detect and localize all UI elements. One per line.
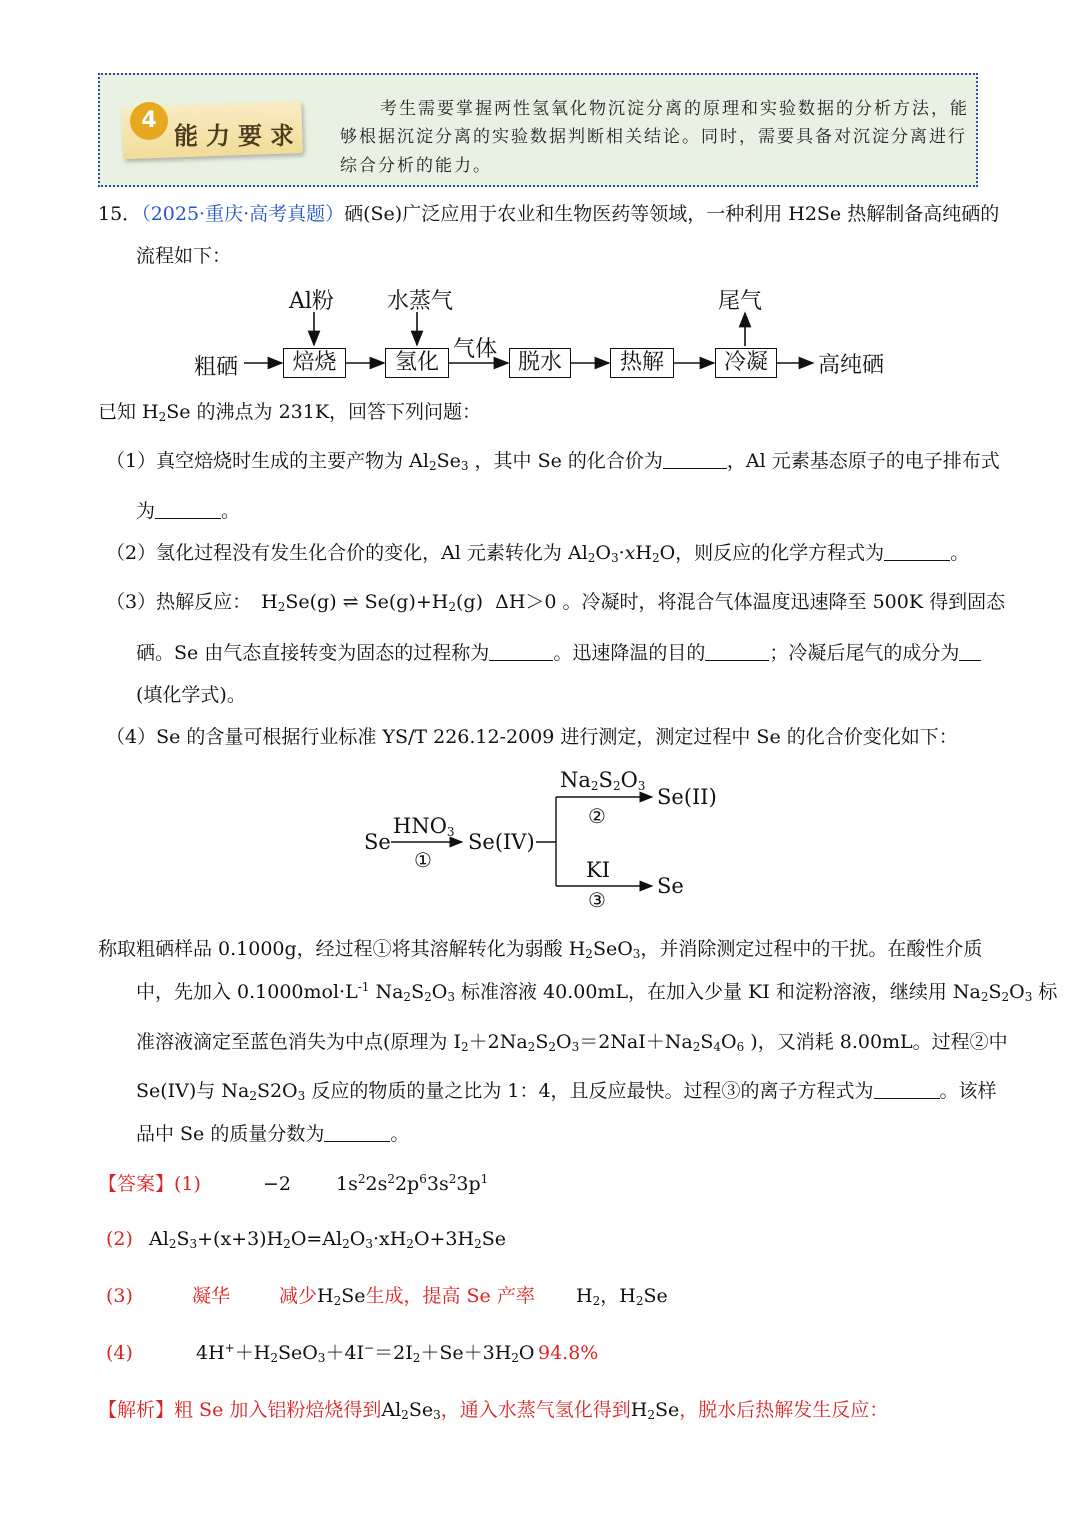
answer-blank[interactable] — [959, 642, 981, 661]
part4-text-1: 称取粗硒样品 0.1000g，经过程①将其溶解转化为弱酸 $H_2SeO_3$，并消除测定过程中的干扰。在酸性介质 — [98, 938, 983, 961]
answer-1-config: $1s^22s^22p^63s^23p^1$ — [336, 1172, 489, 1195]
scheme-step-3: ③ — [588, 888, 606, 912]
ability-title: 能力要求 — [174, 122, 302, 150]
answer-label: 【答案】 — [98, 1173, 175, 1195]
answer-2: (2) $Al_2S_3+(x+3)H_2O=Al_2O_3\cdot xH_2O+3H_2Se$ — [106, 1228, 506, 1251]
scheme-ki: KI — [586, 858, 610, 882]
ability-text-line: 够根据沉淀分离的实验数据判断相关结论。同时，需要具备对沉淀分离进行 — [340, 127, 967, 147]
scheme-step-2: ② — [588, 804, 606, 828]
part3-line-3: (填化学式)。 — [136, 684, 246, 706]
part1-line: （1）真空焙烧时生成的主要产物为 $Al_2Se_3$ ，其中 Se 的化合价为 ，Al 元素基态原子的电子排布式 — [106, 450, 1000, 473]
flow-added-steam: 水蒸气 — [387, 289, 454, 314]
part1-line-2: 为 。 — [136, 500, 241, 522]
question-stem: 硒(Se)广泛应用于农业和生物医药等领域，一种利用 H2Se 热解制备高纯硒的 — [344, 203, 1000, 225]
part3-line-2: 硒。Se 由气态直接转变为固态的过程称为 。迅速降温的目的 ；冷凝后尾气的成分为 — [136, 640, 981, 666]
answer-1-valence: −2 — [263, 1173, 292, 1195]
scheme-se-ii: Se(II) — [657, 785, 717, 809]
answer-blank[interactable] — [874, 1080, 940, 1099]
flow-gas-label: 气体 — [453, 337, 498, 362]
part3-line: （3）热解反应： $H_2Se(g)$ ⇌ $Se(g)+H_2(g)$ ΔH＞0 。冷凝时，将混合气体温度迅速降至 500K 得到固态 — [106, 591, 1006, 614]
answer-blank[interactable] — [663, 450, 727, 469]
flow-added-al: Al粉 — [289, 289, 334, 314]
answer-3-v1: 凝华 — [192, 1285, 231, 1307]
part4-text-2: 中，先加入 $0.1000mol\cdot L^{-1}$ $Na_2S_2O_3$ 标准溶液 40.00mL，在加入少量 KI 和淀粉溶液，继续用 $Na_2S_2O_3$ 标 — [136, 980, 1058, 1004]
part4-line: （4）Se 的含量可根据行业标准 YS/T 226.12-2009 进行测定，测定过程中 Se 的化合价变化如下： — [106, 726, 958, 748]
ability-text-line: 综合分析的能力。 — [340, 156, 492, 176]
pyrolysis-equation: $H_2Se(g)$ ⇌ $Se(g)+H_2(g)$ ΔH＞0 — [261, 591, 557, 614]
answer-2-equation: $Al_2S_3+(x+3)H_2O=Al_2O_3\cdot xH_2O+3H_2Se$ — [149, 1228, 506, 1251]
ability-text-line: 考生需要掌握两性氢氧化物沉淀分离的原理和实验数据的分析方法，能 — [380, 99, 969, 119]
flow-exhaust: 尾气 — [718, 289, 763, 314]
answer-blank[interactable] — [884, 542, 950, 561]
question-source: （2025·重庆·高考真题） — [141, 203, 345, 225]
scheme-se-iv: Se(IV) — [468, 830, 535, 854]
answer-3-v2: 减少$H_2Se$生成，提高 Se 产率 — [279, 1285, 535, 1308]
known-line: 已知 $H_2Se$ 的沸点为 231K，回答下列问题： — [98, 401, 482, 424]
flow-output: 高纯硒 — [818, 353, 885, 378]
formula-al2se3: $Al_2Se_3$ — [409, 450, 469, 473]
flow-input: 粗硒 — [194, 355, 239, 380]
answer-blank[interactable] — [324, 1123, 390, 1142]
answer-blank[interactable] — [489, 642, 553, 661]
answer-3: (3) 凝华 减少$H_2Se$生成，提高 Se 产率 $H_2$，$H_2Se$ — [106, 1285, 668, 1308]
flow-step-roast: 焙烧 — [283, 348, 346, 378]
question-stem-2: 流程如下： — [136, 245, 232, 267]
answer-3-v3: $H_2$，$H_2Se$ — [576, 1285, 668, 1308]
flow-step-pyrolysis: 热解 — [610, 348, 674, 378]
analysis-line: 【解析】粗 Se 加入铝粉焙烧得到$Al_2Se_3$，通入水蒸气氢化得到$H_2Se$，脱水后热解发生反应： — [98, 1399, 889, 1422]
answer-blank[interactable] — [155, 500, 221, 519]
answer-4-percent: 94.8% — [538, 1342, 599, 1364]
scheme-se-0: Se — [657, 874, 684, 898]
answer-1: 【答案】(1) −2 $1s^22s^22p^63s^23p^1$ — [98, 1172, 489, 1195]
ability-number-badge: 4 — [130, 102, 168, 140]
flow-step-condense: 冷凝 — [715, 348, 777, 378]
part2-line: （2）氢化过程没有发生化合价的变化，Al 元素转化为 $Al_2O_3\cdot xH_2O$，则反应的化学方程式为 。 — [106, 542, 970, 565]
answer-4-equation: $4H^++H_2SeO_3+4I^-=2I_2+Se+3H_2O$ — [196, 1341, 535, 1365]
scheme-step-1: ① — [414, 848, 432, 872]
question-number: 15． — [98, 203, 142, 225]
iodine-equation: $I_2+2Na_2S_2O_3=2NaI+Na_2S_4O_6$ — [453, 1031, 745, 1054]
answer-4: (4) $4H^++H_2SeO_3+4I^-=2I_2+Se+3H_2O$ 94.8% — [106, 1341, 599, 1365]
part4-text-5: 品中 Se 的质量分数为 。 — [136, 1123, 410, 1145]
scheme-na2s2o3: $Na_2S_2O_3$ — [560, 768, 646, 793]
flow-step-dehydration: 脱水 — [509, 348, 571, 378]
part4-text-4: Se(IV)与 $Na_2S2O_3$ 反应的物质的量之比为 1：4，且反应最快。过程③的离子方程式为 。该样 — [136, 1080, 997, 1103]
scheme-se: Se — [364, 830, 391, 854]
part4-text-3: 准溶液滴定至蓝色消失为中点(原理为 $I_2+2Na_2S_2O_3=2NaI+Na_2S_4O_6$ )，又消耗 8.00mL。过程②中 — [136, 1031, 1008, 1054]
answer-blank[interactable] — [705, 642, 769, 661]
analysis-label: 【解析】 — [98, 1399, 175, 1421]
scheme-hno3: $HNO_3$ — [393, 814, 455, 839]
flow-step-hydrogenation: 氢化 — [385, 348, 449, 378]
